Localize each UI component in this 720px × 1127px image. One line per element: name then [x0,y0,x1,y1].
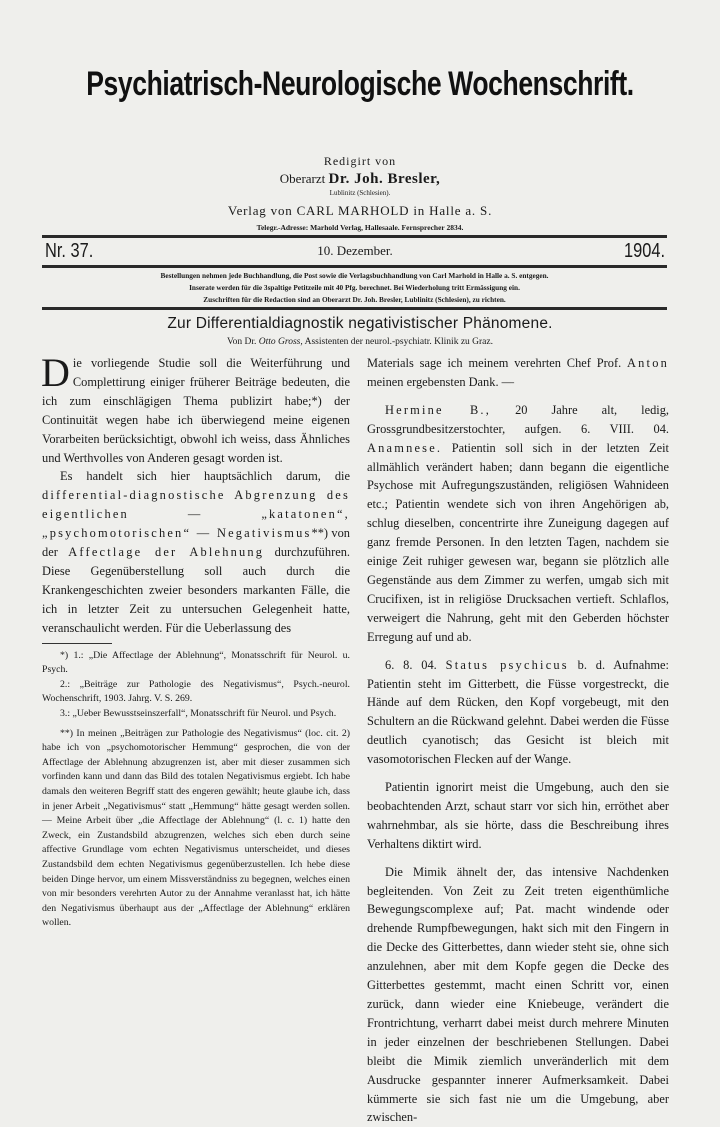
journal-title: Psychiatrisch-Neurologische Wochenschrift. [86,65,634,103]
publisher-line: Verlag von CARL MARHOLD in Halle a. S. [227,203,493,218]
paragraph-behaviour: Patientin ignorirt meist die Umgebung, auch den sie beobachtenden Arzt, schaut starr vor sich hin, erröthet aber wahrnehmbar, als sie hörte, dass die Beschreibung ihres Verhaltens diktirt wird. [367,780,669,851]
editor-prefix: Oberarzt [279,171,326,186]
paragraph-intro [41,350,350,467]
paragraph-case-history [367,401,669,647]
telegraph-line: Telegr.-Adresse: Marhold Verlag, Hallesaale. Fernsprecher 2834. [256,223,464,232]
issue-row [45,238,665,264]
issue-rule-bottom [42,265,667,268]
status-text: b. d. Aufnahme: Patientin steht im Gitterbett, die Füsse vorgestreckt, die Hände auf dem Rücken, den Kopf vorgebeugt, mit den Schultern an die Rückwand gelehnt. Dabei werden die Füsse deutlich cyanotisch; das Gesicht ist bleich mit vasomotorischen Flecken auf der Wange. [367,657,669,767]
issue-year: 1904. [623,240,665,262]
paragraph-mimik: Die Mimik ähnelt der, das intensive Nachdenken begleitenden. Von Zeit zu Zeit treten eigenthümliche Bewegungscomplexe auf; Pat. macht windende oder drehende Rumpfbewegungen, hakt sich mit den Fingern in die Decke des Gitterbettes, dann wieder steht sie, ohne sich anzulehnen, aber mit dem Kopfe gegen die Decke des Gitterbettes gestemmt, macht einen Schritt vor, einen zurück, dann wieder eine Kniebeuge, verändert die Frontrichtung, verharrt dabei meist durch mehrere Minuten in jeder einzelnen der beschriebenen Stellungen. Dabei bleibt die Mimik ziemlich unveränderlich mit dem Ausdrucke gespannter innerer Aufmerksamkeit. Dabei kümmerte sie sich fast nie um die Umgebung, aber zwischen- [367,864,669,1125]
aim-text-a: Es handelt sich hier hauptsächlich darum, die [60,469,350,484]
aim-spaced-2: Affectlage der Ablehnung [68,545,265,560]
aim-text-b: **) von der [42,526,351,560]
issue-number: Nr. 37. [45,240,94,262]
status-label: Status psychicus [445,657,569,672]
redigirt-line: Redigirt von [323,154,397,168]
notice-rule-bottom [42,307,667,310]
paragraph-thanks [367,354,669,392]
footnote-2: **) In meinen „Beiträgen zur Pathologie des Negativismus“ (loc. cit. 2) habe ich von „psychomotorischer Hemmung“ gesprochen, die von der Affectlage der Ablehnung abzugrenzen ist, aber mit dieser zusammen sich vorfinden kann und dann das Bild des totalen Negativismus ergiebt. Ich habe damals den weiteren Begriff statt des engeren gewählt; heute glaube ich, dass in jener Arbeit „Negativismus“ statt „Hemmung“ hätte gesagt werden sollen. — Meine Arbeit über „die Affectlage der Ablehnung“ (l. c. 1) hatte den Zweck, ein Zustandsbild abzugrenzen, welches sich eben durch seine affective Grundlage vom echten Negativismus unterscheidet, und dieses Zustandsbild dem echten Negativismus gegenüberzustellen. Ich hebe diese beiden Dinge hervor, um einem Missverständniss zu begegnen, welches einen von mir besonders verehrten Autor zu der Annahme veranlasst hat, ich hätte den Negativismus überhaupt aus der „Affectlage der Ablehnung“ erklären wollen. [42,727,350,929]
intro-text: ie vorliegende Studie soll die Weiterführung und Complettirung einiger früherer Beiträge bedeuten, die ich zum einschlägigen Thema publizirt habe;*) der Continuität wegen habe ich überwiegend meine eigenen Vorarbeiten berücksichtigt, obwohl ich weiss, dass Ähnliches und Werthvolles von Anderen gesagt worden ist. [42,356,350,465]
issue-date: 10. Dezember. [317,243,393,258]
aim-text-c: durchzuführen. Diese Gegenüberstellung soll auch durch die Krankengeschichten zweier besonders markanten Fälle, die ich in letzter Zeit zu untersuchen Gelegenheit hatte, veranschaulicht werden. Für die Ueberlassung des [42,545,350,635]
case-text-a: 20 Jahre alt, ledig, Grossgrundbesitzerstochter, aufgen. 6. VIII. 04. [367,402,670,436]
case-text-b: Patientin soll sich in der letzten Zeit allmählich verändert haben; dann begann die eigentliche Psychose mit Aufregungszuständen, religiösen Wahnideen etc.; Patientin wendete sich von ihren Angehörigen ab, schlug dieselben, concentrirte ihre Zuneigung dagegen auf ganz fremde Personen. In den letzten Tagen, nachdem sie einige Zeit ruhiger gewesen war, begann sie plötzlich alle Gegenstände aus dem Zimmer zu werfen, umgab sich mit Crucifixen, ist in religiöse Drucksachen vertieft. Schlaflos, verweigert die Nahrung, geht mit den Geberden höchster Erregung auf und ab. [367,440,669,644]
byline-prefix: Von Dr. [227,337,257,347]
thanks-text-a: Materials sage ich meinem verehrten Chef Prof. [367,356,622,370]
editor-location: Lublinitz (Schlesien). [329,189,391,197]
footnote-rule [42,643,112,644]
notice-line-1: Bestellungen nehmen jede Buchhandlung, die Post sowie die Verlagsbuchhandlung von Carl Marhold in Halle a. S. entgegen. [160,271,549,280]
footnotes [42,649,350,931]
drop-cap: D [41,350,70,395]
patient-name: Hermine B., [385,402,492,417]
paragraph-aim [42,467,350,637]
notice-line-3: Zuschriften für die Redaction sind an Oberarzt Dr. Joh. Bresler, Lublinitz (Schlesien), zu richten. [203,295,506,304]
notice-line-2: Inserate werden für die 3spaltige Petitzeile mit 40 Pfg. berechnet. Bei Wiederholung tritt Ermässigung ein. [189,283,520,292]
thanks-name: Anton [627,356,669,370]
left-column-body [41,350,351,931]
thanks-text-b: meinen ergebensten Dank. — [367,374,515,389]
editor-line [0,170,720,188]
footnote-1-item-3: 3.: „Ueber Bewusstseinszerfall“, Monatsschrift für Neurol. und Psych. [60,707,337,719]
article-title: Zur Differentialdiagnostik negativistischer Phänomene. [167,315,553,332]
footnote-1-item-1: *) 1.: „Die Affectlage der Ablehnung“, Monatsschrift für Neurol. u. Psych. [42,649,350,676]
aim-spaced-1: differential-diagnostische Abgrenzung des eigentlichen — „katatonen“, „psychomotorischen“ — Negativismus [42,488,350,541]
author-name: Otto Gross, [258,337,303,347]
right-column-body [367,354,669,1127]
paragraph-status [367,656,669,769]
byline-suffix: Assistenten der neurol.-psychiatr. Klinik zu Graz. [304,337,493,347]
anamnese-label: Anamnese. [367,440,443,455]
article-byline [0,335,720,349]
footnote-1-item-2: 2.: „Beiträge zur Pathologie des Negativismus“, Psych.-neurol. Wochenschrift, 1903. Jahrg. V. S. 269. [42,678,350,705]
status-date: 6. 8. 04. [385,657,437,672]
editor-name: Dr. Joh. Bresler, [328,171,441,187]
